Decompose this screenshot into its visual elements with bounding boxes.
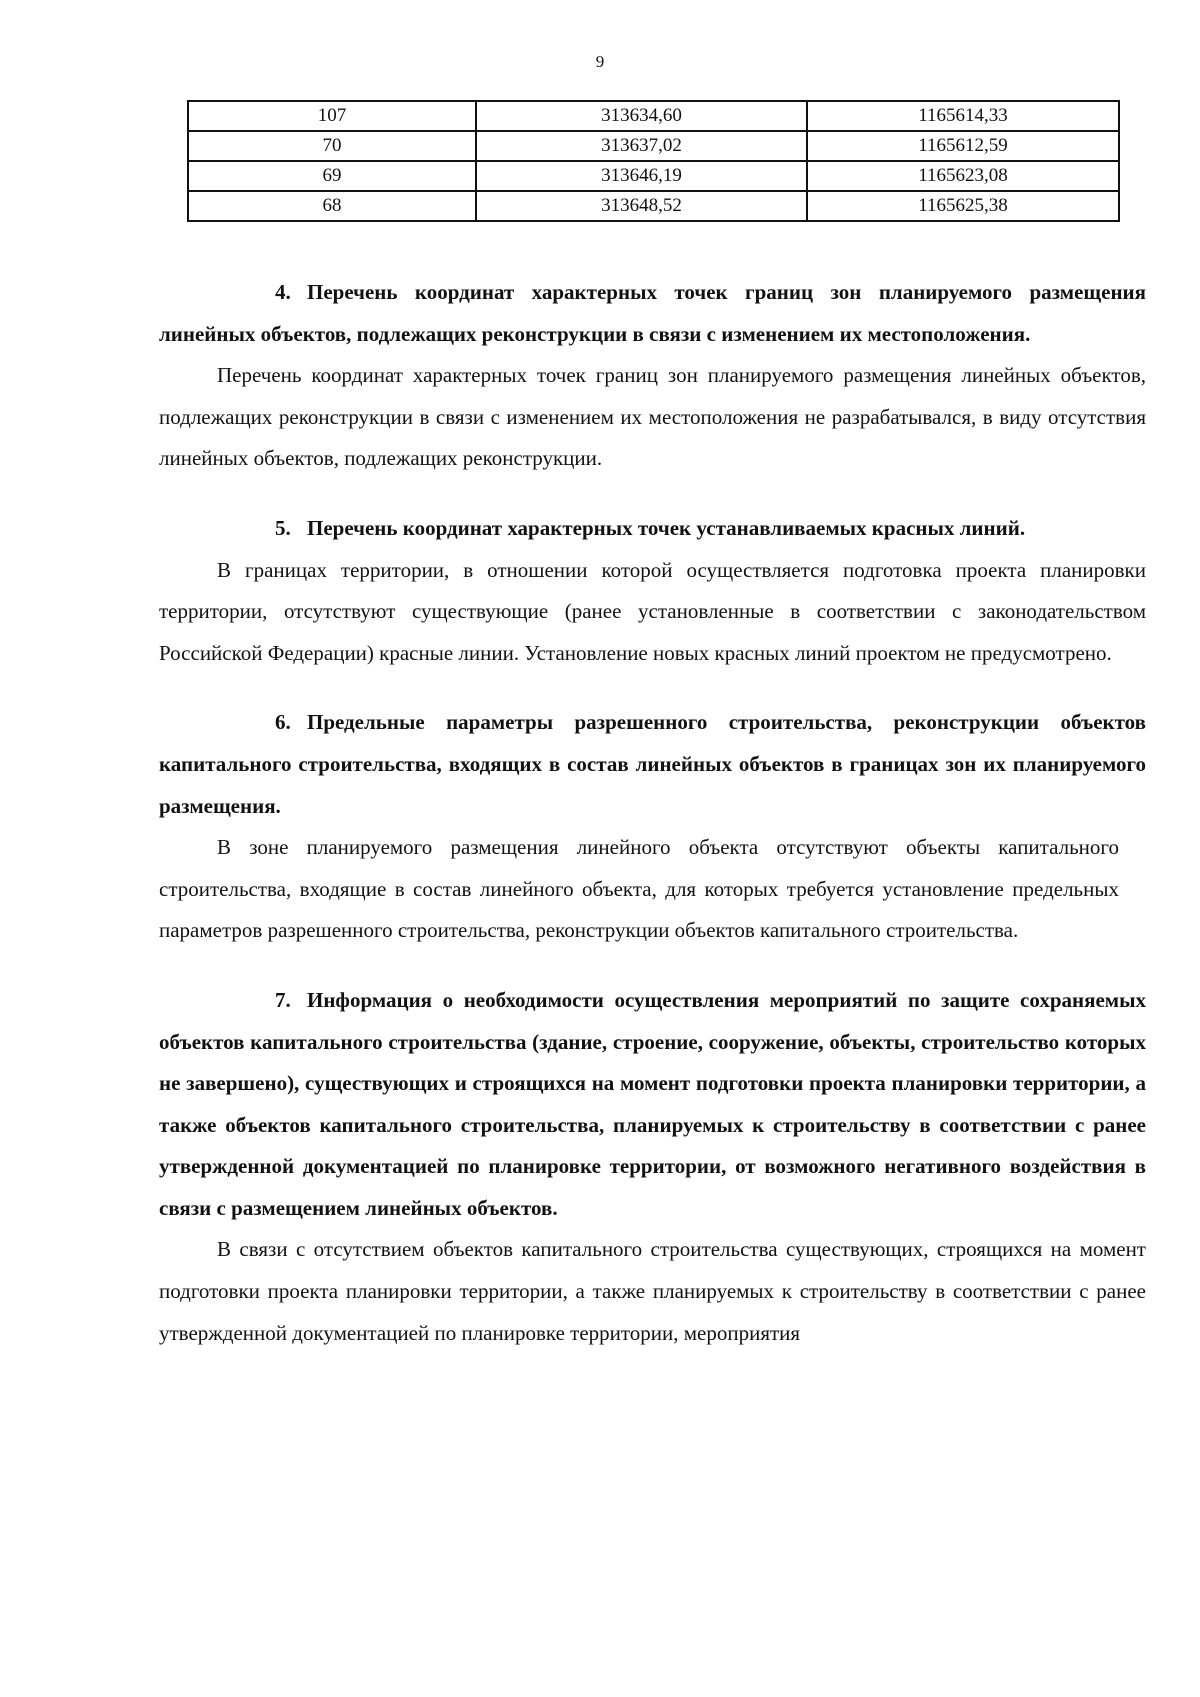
table-row xyxy=(188,101,1119,131)
section-title: Информация о необходимости осуществления мероприятий по защите сохраняемых объектов капитального строительства (здание, строение, сооружение, объекты, строительство которых не завершено), существующих и строящихся на момент подготовки проекта планировки территории, а также объектов капитального строительства, планируемых к строительству в соответствии с ранее утвержденной документацией по планировке территории, от возможного негативного воздействия в связи с размещением линейных объектов. xyxy=(159,987,1146,1220)
table-cell-x: 313648,52 xyxy=(476,191,807,221)
section-heading xyxy=(159,508,1146,550)
table-cell-point: 69 xyxy=(188,161,476,191)
section-5 xyxy=(159,508,1146,674)
section-paragraph: В границах территории, в отношении которой осуществляется подготовка проекта планировки территории, отсутствуют существующие (ранее установленные в соответствии с законодательством Российской Федерации) красные линии. Установление новых красных линий проектом не предусмотрено. xyxy=(159,557,1146,665)
table-cell-y: 1165623,08 xyxy=(807,161,1119,191)
section-heading xyxy=(159,702,1146,827)
section-title: Предельные параметры разрешенного строительства, реконструкции объектов капитального строительства, входящих в состав линейных объектов в границах зон их планируемого размещения. xyxy=(159,710,1146,818)
section-paragraph: В зоне планируемого размещения линейного объекта отсутствуют объекты капитального строительства, входящие в состав линейного объекта, для которых требуется установление предельных параметров разрешенного строительства, реконструкции объектов капитального строительства. xyxy=(159,835,1119,943)
document-body xyxy=(159,272,1146,1354)
section-7 xyxy=(159,980,1146,1354)
section-heading xyxy=(159,272,1146,355)
table-cell-y: 1165625,38 xyxy=(807,191,1119,221)
table-row xyxy=(188,191,1119,221)
table-cell-point: 107 xyxy=(188,101,476,131)
table-cell-x: 313646,19 xyxy=(476,161,807,191)
section-6 xyxy=(159,702,1146,952)
coordinates-table xyxy=(187,100,1120,222)
section-4 xyxy=(159,272,1146,480)
section-heading xyxy=(159,980,1146,1230)
section-title: Перечень координат характерных точек границ зон планируемого размещения линейных объектов, подлежащих реконструкции в связи с изменением их местоположения. xyxy=(159,280,1146,346)
section-paragraph: Перечень координат характерных точек границ зон планируемого размещения линейных объектов, подлежащих реконструкции в связи с изменением их местоположения не разрабатывался, в виду отсутствия линейных объектов, подлежащих реконструкции. xyxy=(159,363,1146,471)
section-paragraph: В связи с отсутствием объектов капитального строительства существующих, строящихся на момент подготовки проекта планировки территории, а также планируемых к строительству в соответствии с ранее утвержденной документацией по планировке территории, мероприятия xyxy=(159,1237,1146,1345)
table-cell-point: 68 xyxy=(188,191,476,221)
table-cell-y: 1165614,33 xyxy=(807,101,1119,131)
table-row xyxy=(188,131,1119,161)
section-number: 4. xyxy=(275,280,291,304)
table-cell-x: 313634,60 xyxy=(476,101,807,131)
section-number: 7. xyxy=(275,987,291,1012)
section-title: Перечень координат характерных точек устанавливаемых красных линий. xyxy=(307,515,1026,540)
table-cell-y: 1165612,59 xyxy=(807,131,1119,161)
section-number: 5. xyxy=(275,515,291,540)
table-cell-point: 70 xyxy=(188,131,476,161)
section-number: 6. xyxy=(275,710,291,735)
table-cell-x: 313637,02 xyxy=(476,131,807,161)
table-row xyxy=(188,161,1119,191)
page-number: 9 xyxy=(595,52,605,71)
